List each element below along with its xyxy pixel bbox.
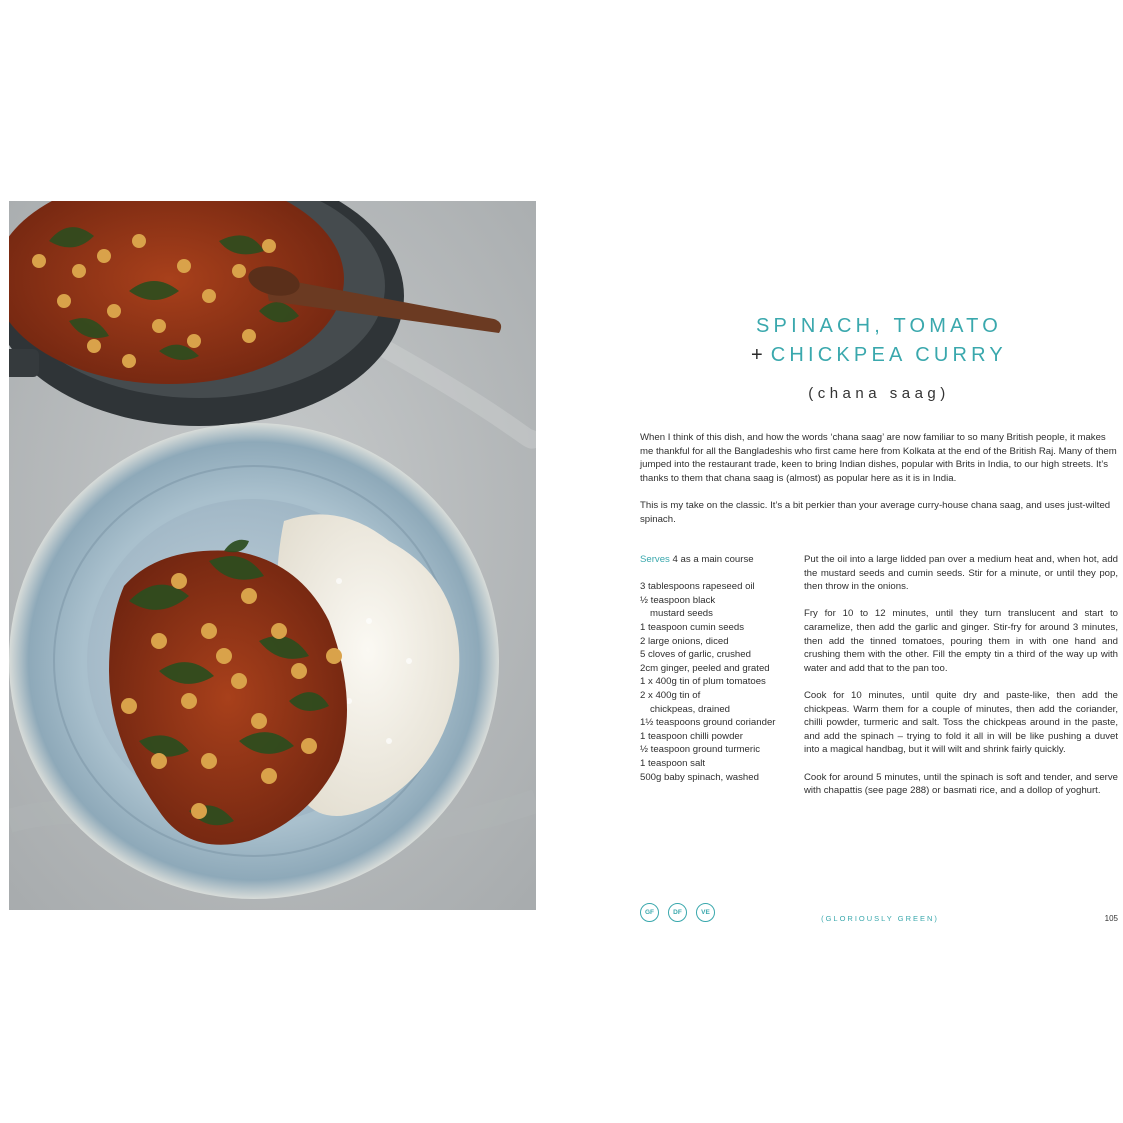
method-step: Fry for 10 to 12 minutes, until they turn translucent and start to caramelize, then add the garlic and ginger. Stir-fry for around 3 minutes, then add the tinned tomatoes, pouring them in with one hand and crushing them with the other. Fill the empty tin a third of the way up with water and add that to the pan too. (804, 608, 1118, 674)
serves-value: 4 as a main course (672, 554, 754, 565)
method-steps (804, 553, 1118, 811)
vegan-badge-icon: VE (696, 903, 715, 922)
recipe-photo (9, 201, 536, 910)
gluten-free-badge-icon: GF (640, 903, 659, 922)
serves-label: Serves (640, 554, 670, 565)
recipe-subtitle: (chana saag) (808, 385, 950, 402)
page-number: 105 (1104, 914, 1118, 923)
method-step: Put the oil into a large lidded pan over a medium heat and, when hot, add the mustard seeds and cumin seeds. Stir for a minute, or until they pop, then throw in the onions. (804, 554, 1118, 593)
title-plus: + (751, 344, 763, 366)
ingredient-item: 2 large onions, diced (640, 635, 729, 647)
ingredient-item: 3 tablespoons rapeseed oil (640, 581, 755, 593)
ingredient-item: 2 x 400g tin of (640, 689, 701, 701)
ingredient-item: mustard seeds (650, 608, 713, 620)
recipe-title-line2: CHICKPEA CURRY (770, 344, 1007, 366)
method-step: Cook for 10 minutes, until quite dry and paste-like, then add the chickpeas. Warm them for a couple of minutes, then add the coriander, chilli powder, turmeric and salt. Toss the chickpeas around in the paste, and add the spinach – trying to fold it all in will be like pushing a duvet into a magical handbag, but it will wilt and shrink fairly quickly. (804, 689, 1118, 756)
ingredient-item: 1 teaspoon salt (640, 757, 706, 769)
ingredient-item: ½ teaspoon ground turmeric (640, 744, 760, 756)
ingredient-item: 5 cloves of garlic, crushed (640, 649, 751, 661)
method-step: Cook for around 5 minutes, until the spinach is soft and tender, and serve with chapattis (see page 288) or basmati rice, and a dollop of yoghurt. (804, 771, 1118, 797)
ingredient-item: 1½ teaspoons ground coriander (640, 717, 776, 729)
ingredient-item: 500g baby spinach, washed (640, 771, 759, 783)
diet-badges (640, 903, 715, 922)
recipe-title-line1: SPINACH, TOMATO (756, 315, 1002, 337)
recipe-title (640, 312, 1118, 370)
ingredient-item: 2cm ginger, peeled and grated (640, 662, 770, 674)
ingredient-item: 1 teaspoon chilli powder (640, 730, 743, 742)
ingredients-list (640, 553, 800, 784)
recipe-title-line2-wrap (640, 341, 1118, 370)
ingredient-item: 1 teaspoon cumin seeds (640, 621, 744, 633)
intro-paragraph: When I think of this dish, and how the words ‘chana saag’ are now familiar to so many British people, it makes me thankful for all the Bangladeshis who first came here from Kolkata at the end of the British Raj. Many of them jumped into the restaurant trade, keen to bring Indian dishes, popular with Brits in India, to our high streets. It’s thanks to them that chana saag is (almost) as popular here as it is in India. (640, 432, 1117, 484)
serves-line (640, 553, 800, 567)
intro-paragraph: This is my take on the classic. It’s a bit perkier than your average curry-house chana saag, and uses just-wilted spinach. (640, 500, 1111, 525)
ingredient-items (640, 580, 800, 784)
photo-of-chana-saag-curry (9, 201, 536, 910)
ingredient-item: ½ teaspoon black (640, 594, 716, 606)
recipe-intro (640, 431, 1118, 541)
ingredient-item: chickpeas, drained (650, 703, 730, 715)
ingredient-item: 1 x 400g tin of plum tomatoes (640, 676, 766, 688)
section-name: (GLORIOUSLY GREEN) (821, 914, 939, 923)
dairy-free-badge-icon: DF (668, 903, 687, 922)
